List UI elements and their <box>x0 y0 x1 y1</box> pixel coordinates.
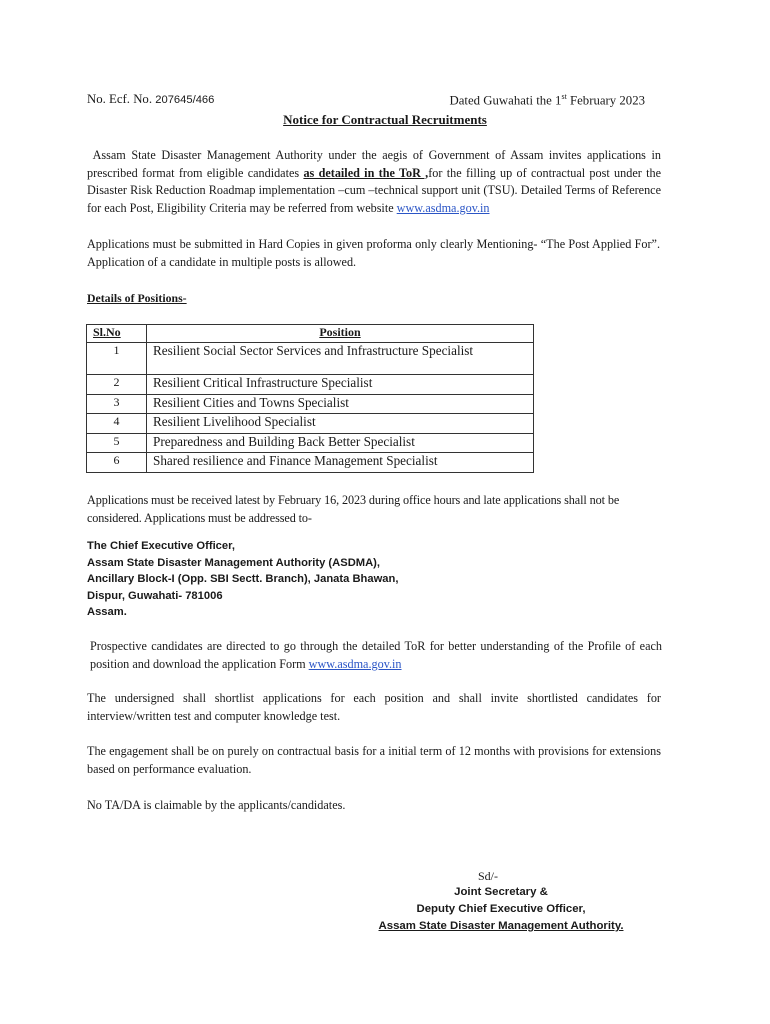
row-position: Resilient Critical Infrastructure Specialist <box>147 375 534 395</box>
signatory-organisation: Assam State Disaster Management Authority. <box>378 920 624 932</box>
date-suffix: February 2023 <box>570 93 645 108</box>
table-row <box>87 394 534 414</box>
ref-prefix: No. Ecf. No. <box>87 92 153 106</box>
header-slno: Sl.No <box>87 325 147 343</box>
positions-table <box>86 324 534 473</box>
date-superscript: st <box>561 92 567 101</box>
sd-mark: Sd/- <box>478 869 499 883</box>
submission-paragraph: Applications must be submitted in Hard Copies in given proforma only clearly Mentioning- “The Post Applied For”. Application of a candidate in multiple posts is allowed. <box>87 237 660 269</box>
date-prefix: Dated Guwahati the 1 <box>449 93 562 108</box>
intro-part2: for the filling up of contractual post under the Disaster Risk Reduction Roadmap implementation –cum –technical support unit (TSU). Detailed Terms of Reference for each Post, Eligibility Criteria may be referred from website <box>87 165 661 215</box>
row-position: Preparedness and Building Back Better Specialist <box>147 433 534 453</box>
signatory-title-1: Joint Secretary & <box>454 886 548 898</box>
notice-date <box>450 92 645 108</box>
deadline-paragraph: Applications must be received latest by February 16, 2023 during office hours and late applications shall not be considered. Applications must be addressed to- <box>87 493 620 525</box>
shortlist-paragraph: The undersigned shall shortlist applications for each position and shall invite shortlisted candidates for interview/written test and computer knowledge test. <box>87 691 661 723</box>
row-slno: 1 <box>87 343 147 375</box>
row-slno: 6 <box>87 453 147 473</box>
row-slno: 4 <box>87 414 147 434</box>
prospective-paragraph <box>90 638 662 673</box>
ta-da-paragraph: No TA/DA is claimable by the applicants/candidates. <box>87 798 346 812</box>
address-line: Assam State Disaster Management Authority (ASDMA), <box>87 556 381 569</box>
address-line: Ancillary Block-I (Opp. SBI Sectt. Branch), Janata Bhawan, <box>87 573 399 586</box>
application-form-link[interactable]: www.asdma.gov.in <box>308 656 402 671</box>
details-heading: Details of Positions- <box>87 291 187 305</box>
row-position: Shared resilience and Finance Management Specialist <box>147 453 534 473</box>
table-header-row <box>87 325 534 343</box>
table-row <box>87 433 534 453</box>
table-row <box>87 414 534 434</box>
asdma-website-link[interactable]: www.asdma.gov.in <box>396 200 490 215</box>
notice-title: Notice for Contractual Recruitments <box>283 112 487 127</box>
address-line: The Chief Executive Officer, <box>87 540 235 552</box>
header-position: Position <box>147 325 534 343</box>
row-position: Resilient Social Sector Services and Infrastructure Specialist <box>147 343 534 375</box>
signatory-title-2: Deputy Chief Executive Officer, <box>416 903 586 915</box>
table-row <box>87 453 534 473</box>
row-position: Resilient Livelihood Specialist <box>147 414 534 434</box>
row-slno: 2 <box>87 375 147 395</box>
intro-paragraph <box>87 147 661 217</box>
row-slno: 3 <box>87 394 147 414</box>
intro-emphasis: as detailed in the ToR , <box>303 165 429 180</box>
engagement-paragraph: The engagement shall be on purely on contractual basis for a initial term of 12 months with provisions for extensions based on performance evaluation. <box>87 744 661 776</box>
reference-line <box>87 92 645 107</box>
table-row <box>87 375 534 395</box>
address-line: Dispur, Guwahati- 781006 <box>87 589 223 602</box>
address-block <box>87 538 398 621</box>
address-line: Assam. <box>87 606 127 619</box>
intro-part1: Assam State Disaster Management Authority under the aegis of Government of Assam invites applications in prescribed format from eligible candidates <box>87 148 661 180</box>
row-slno: 5 <box>87 433 147 453</box>
row-position: Resilient Cities and Towns Specialist <box>147 394 534 414</box>
table-row <box>87 343 534 375</box>
prospective-text: Prospective candidates are directed to go through the detailed ToR for better understanding of the Profile of each position and download the application Form <box>90 639 662 671</box>
ref-number: 207645/466 <box>155 94 215 106</box>
